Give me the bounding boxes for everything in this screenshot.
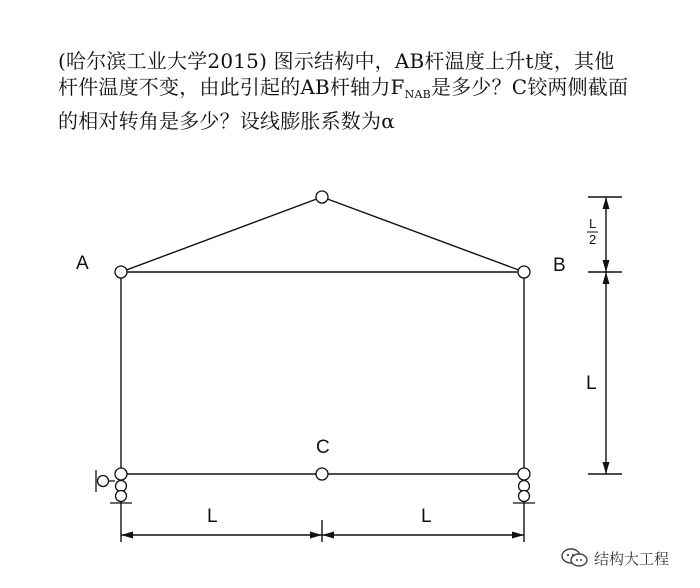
wechat-icon (560, 547, 590, 569)
hinge-a (115, 266, 127, 278)
hinge-apex (316, 191, 328, 203)
label-span-right: L (421, 506, 432, 527)
hinge-b (518, 266, 530, 278)
problem-line-3: 的相对转角是多少？设线膨胀系数为α (58, 109, 395, 133)
dimension-arrowheads (121, 197, 610, 539)
label-c: C (316, 437, 330, 458)
dimension-left-span (121, 500, 524, 542)
label-rise-numerator: L (589, 216, 597, 231)
hinge-bottom-right (518, 468, 530, 480)
member-a-apex (121, 197, 322, 272)
hinge-bottom-left (115, 468, 127, 480)
problem-line-2-text-a: 杆件温度不变，由此引起的AB杆轴力F (58, 75, 405, 99)
axial-force-subscript: NAB (404, 88, 431, 101)
problem-line-1: (哈尔滨工业大学2015) 图示结构中，AB杆温度上升t度，其他 (58, 49, 615, 73)
label-rise (587, 216, 598, 247)
label-span-left: L (207, 506, 218, 527)
watermark-text: 结构大工程 (594, 549, 670, 568)
label-b: B (553, 255, 566, 276)
watermark (560, 547, 669, 569)
right-support (513, 481, 535, 504)
hinge-c (316, 468, 328, 480)
label-rise-denominator: 2 (589, 232, 597, 247)
member-apex-b (322, 197, 524, 272)
problem-line-2-text-b: 是多少？C铰两侧截面 (430, 75, 629, 99)
label-a: A (76, 253, 89, 274)
label-height: L (586, 373, 597, 394)
